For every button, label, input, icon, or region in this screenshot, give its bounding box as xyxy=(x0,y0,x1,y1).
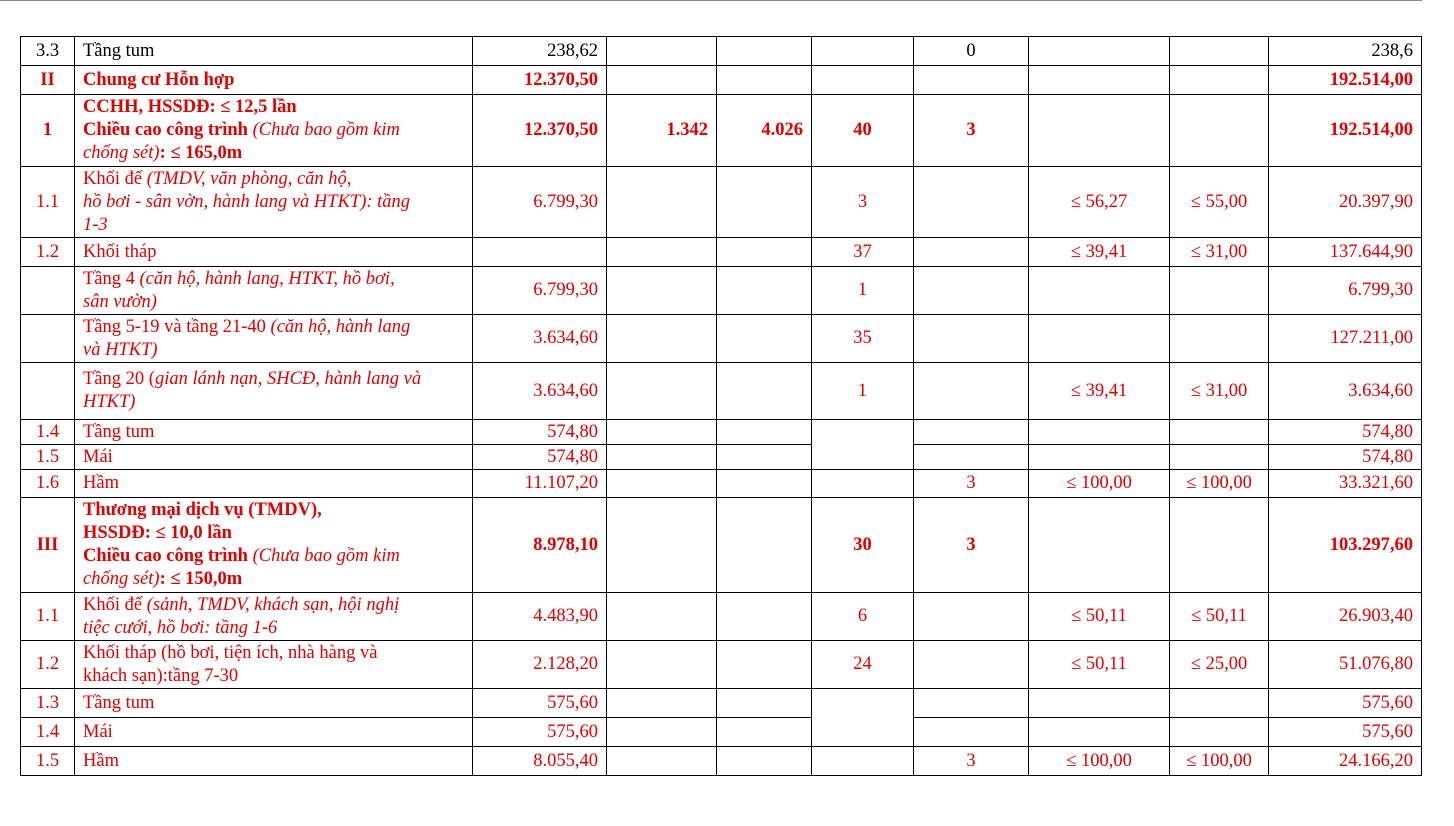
row-area: 11.107,20 xyxy=(473,470,607,498)
row-total: 6.799,30 xyxy=(1269,267,1422,315)
row-stt: 1.2 xyxy=(21,238,75,267)
table-row xyxy=(21,167,1422,238)
row-area: 574,80 xyxy=(473,420,607,445)
table-row xyxy=(21,37,1422,66)
row-limit-b: ≤ 55,00 xyxy=(1170,167,1269,238)
row-name: Mái xyxy=(75,445,473,470)
row-name: CCHH, HSSDĐ: ≤ 12,5 lần Chiều cao công trình (Chưa bao gồm kim chống sét): ≤ 165,0m xyxy=(75,95,473,167)
row-total: 238,6 xyxy=(1269,37,1422,66)
table-row xyxy=(21,95,1422,167)
row-limit-a: ≤ 39,41 xyxy=(1029,238,1170,267)
row-stt: 1.5 xyxy=(21,445,75,470)
row-stt: 1.1 xyxy=(21,593,75,641)
table-row xyxy=(21,470,1422,498)
row-name: Tầng tum xyxy=(75,37,473,66)
row-stt: 1.2 xyxy=(21,641,75,689)
row-floors: 3 xyxy=(812,167,914,238)
row-area: 3.634,60 xyxy=(473,315,607,363)
row-floors-basement: 0 xyxy=(914,37,1029,66)
row-area: 574,80 xyxy=(473,445,607,470)
row-name: Khối tháp xyxy=(75,238,473,267)
row-limit-a: ≤ 100,00 xyxy=(1029,747,1170,776)
table-row xyxy=(21,420,1422,445)
table-row xyxy=(21,593,1422,641)
row-name: Tầng 5-19 và tầng 21-40 (căn hộ, hành lang và HTKT) xyxy=(75,315,473,363)
row-limit-a: ≤ 100,00 xyxy=(1029,470,1170,498)
row-total: 26.903,40 xyxy=(1269,593,1422,641)
row-floors-basement: 3 xyxy=(914,470,1029,498)
row-name: Khối đế (sảnh, TMDV, khách sạn, hội nghị tiệc cưới, hồ bơi: tầng 1-6 xyxy=(75,593,473,641)
row-total: 192.514,00 xyxy=(1269,66,1422,95)
row-stt: III xyxy=(21,498,75,593)
row-floors: 40 xyxy=(812,95,914,167)
table-row xyxy=(21,641,1422,689)
row-area: 238,62 xyxy=(473,37,607,66)
row-total: 33.321,60 xyxy=(1269,470,1422,498)
row-total: 574,80 xyxy=(1269,420,1422,445)
row-area: 3.634,60 xyxy=(473,363,607,420)
row-limit-b: ≤ 31,00 xyxy=(1170,238,1269,267)
table-row xyxy=(21,66,1422,95)
row-limit-a: ≤ 50,11 xyxy=(1029,593,1170,641)
row-stt: 1 xyxy=(21,95,75,167)
row-limit-a: ≤ 39,41 xyxy=(1029,363,1170,420)
row-limit-b: ≤ 50,11 xyxy=(1170,593,1269,641)
row-stt: II xyxy=(21,66,75,95)
row-name: Hầm xyxy=(75,747,473,776)
row-stt: 3.3 xyxy=(21,37,75,66)
row-name: Chung cư Hỗn hợp xyxy=(75,66,473,95)
row-total: 192.514,00 xyxy=(1269,95,1422,167)
row-name: Hầm xyxy=(75,470,473,498)
row-area: 575,60 xyxy=(473,718,607,747)
row-stt: 1.4 xyxy=(21,718,75,747)
data-table xyxy=(20,36,1422,776)
row-limit-b: ≤ 25,00 xyxy=(1170,641,1269,689)
row-area: 6.799,30 xyxy=(473,167,607,238)
row-total: 20.397,90 xyxy=(1269,167,1422,238)
row-floors: 35 xyxy=(812,315,914,363)
row-name: Thương mại dịch vụ (TMDV), HSSDĐ: ≤ 10,0 lần Chiều cao công trình (Chưa bao gồm kim chống sét): ≤ 150,0m xyxy=(75,498,473,593)
table-row xyxy=(21,445,1422,470)
table-row xyxy=(21,718,1422,747)
row-name: Tầng 20 (gian lánh nạn, SHCĐ, hành lang và HTKT) xyxy=(75,363,473,420)
row-total: 3.634,60 xyxy=(1269,363,1422,420)
table-row xyxy=(21,498,1422,593)
table-row xyxy=(21,267,1422,315)
row-stt: 1.3 xyxy=(21,689,75,718)
row-area: 12.370,50 xyxy=(473,95,607,167)
table-row xyxy=(21,747,1422,776)
row-floors: 1 xyxy=(812,267,914,315)
row-area: 8.055,40 xyxy=(473,747,607,776)
row-value-b: 4.026 xyxy=(717,95,812,167)
row-floors: 30 xyxy=(812,498,914,593)
table-row xyxy=(21,363,1422,420)
row-value-a: 1.342 xyxy=(607,95,717,167)
row-floors: 24 xyxy=(812,641,914,689)
row-name: Tầng tum xyxy=(75,689,473,718)
row-floors-basement: 3 xyxy=(914,747,1029,776)
row-floors-basement: 3 xyxy=(914,498,1029,593)
row-name: Tầng tum xyxy=(75,420,473,445)
row-total: 127.211,00 xyxy=(1269,315,1422,363)
row-total: 51.076,80 xyxy=(1269,641,1422,689)
row-stt: 1.4 xyxy=(21,420,75,445)
row-total: 137.644,90 xyxy=(1269,238,1422,267)
table-row xyxy=(21,238,1422,267)
table-row xyxy=(21,315,1422,363)
row-area: 575,60 xyxy=(473,689,607,718)
row-name: Tầng 4 (căn hộ, hành lang, HTKT, hồ bơi, sân vườn) xyxy=(75,267,473,315)
table-row xyxy=(21,689,1422,718)
row-total: 574,80 xyxy=(1269,445,1422,470)
row-area: 6.799,30 xyxy=(473,267,607,315)
row-limit-a: ≤ 56,27 xyxy=(1029,167,1170,238)
row-floors: 1 xyxy=(812,363,914,420)
row-area: 2.128,20 xyxy=(473,641,607,689)
row-limit-b: ≤ 100,00 xyxy=(1170,470,1269,498)
row-total: 103.297,60 xyxy=(1269,498,1422,593)
row-name: Khối tháp (hồ bơi, tiện ích, nhà hàng và khách sạn):tầng 7-30 xyxy=(75,641,473,689)
row-area: 12.370,50 xyxy=(473,66,607,95)
row-stt: 1.5 xyxy=(21,747,75,776)
row-total: 575,60 xyxy=(1269,689,1422,718)
row-total: 24.166,20 xyxy=(1269,747,1422,776)
row-area: 4.483,90 xyxy=(473,593,607,641)
row-name: Khối đế (TMDV, văn phòng, căn hộ, hồ bơi - sân vờn, hành lang và HTKT): tầng 1-3 xyxy=(75,167,473,238)
row-limit-b: ≤ 31,00 xyxy=(1170,363,1269,420)
row-limit-a: ≤ 50,11 xyxy=(1029,641,1170,689)
row-stt: 1.1 xyxy=(21,167,75,238)
row-stt: 1.6 xyxy=(21,470,75,498)
row-limit-b: ≤ 100,00 xyxy=(1170,747,1269,776)
row-floors-basement: 3 xyxy=(914,95,1029,167)
row-floors: 6 xyxy=(812,593,914,641)
row-name: Mái xyxy=(75,718,473,747)
row-floors: 37 xyxy=(812,238,914,267)
row-total: 575,60 xyxy=(1269,718,1422,747)
page-top-rule xyxy=(0,0,1422,1)
row-area: 8.978,10 xyxy=(473,498,607,593)
